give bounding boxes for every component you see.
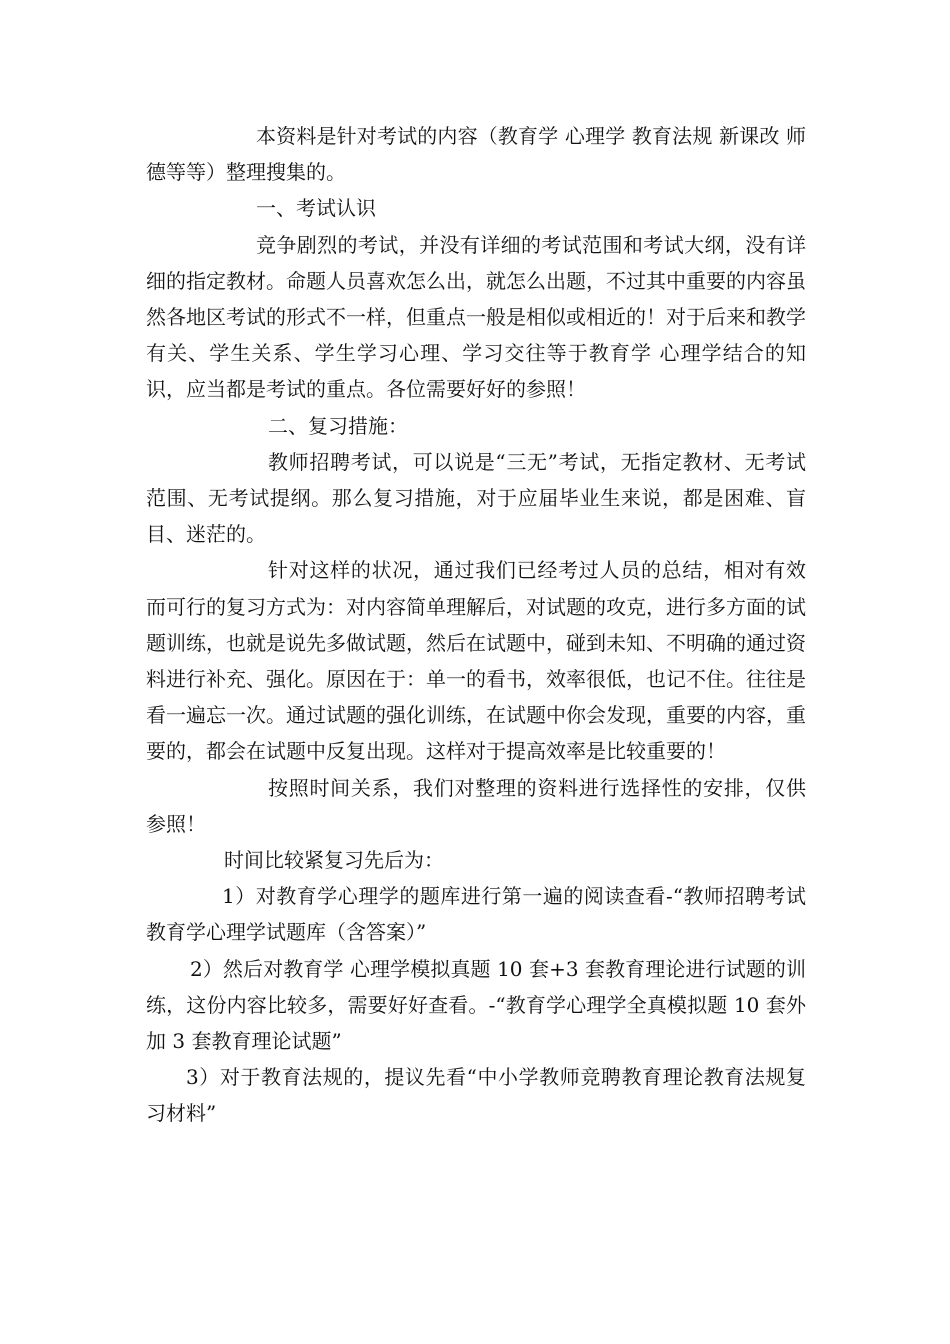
exam-overview-paragraph: 竞争剧烈的考试，并没有详细的考试范围和考试大纲，没有详细的指定教材。命题人员喜欢怎么出，就怎么出题，不过其中重要的内容虽然各地区考试的形式不一样，但重点一般是相似或相近的！对于后来和教学有关、学生关系、学生学习心理、学习交往等于教育学 心理学结合的知识，应当都是考试的重点。各位需要好好的参照！ <box>146 232 806 402</box>
order-heading: 时间比较紧复习先后为： <box>224 848 444 873</box>
section-heading-exam-overview: 一、考试认识 <box>256 196 376 221</box>
list-item-3: 3）对于教育法规的，提议先看“中小学教师竞聘教育理论教育法规复习材料” <box>146 1065 806 1126</box>
intro-paragraph: 本资料是针对考试的内容（教育学 心理学 教育法规 新课改 师德等等）整理搜集的。 <box>146 124 806 185</box>
document-body <box>146 118 806 1132</box>
review-method-paragraph: 针对这样的状况，通过我们已经考过人员的总结，相对有效而可行的复习方式为：对内容简单理解后，对试题的攻克，进行多方面的试题训练，也就是说先多做试题，然后在试题中，碰到未知、不明确的通过资料进行补充、强化。原因在于：单一的看书，效率很低，也记不住。往往是看一遍忘一次。通过试题的强化训练，在试题中你会发现，重要的内容，重要的，都会在试题中反复出现。这样对于提高效率是比较重要的！ <box>146 558 806 764</box>
review-measures-paragraph: 教师招聘考试，可以说是“三无”考试，无指定教材、无考试范围、无考试提纲。那么复习措施，对于应届毕业生来说，都是困难、盲目、迷茫的。 <box>146 449 806 547</box>
list-item-1: 1）对教育学心理学的题库进行第一遍的阅读查看-“教师招聘考试教育学心理学试题库（含答案）” <box>146 884 806 945</box>
schedule-paragraph: 按照时间关系，我们对整理的资料进行选择性的安排，仅供参照！ <box>146 775 806 836</box>
list-item-2: 2）然后对教育学 心理学模拟真题 10 套+3 套教育理论进行试题的训练，这份内容比较多，需要好好查看。-“教育学心理学全真模拟题 10 套外加 3 套教育理论试题” <box>146 956 806 1054</box>
section-heading-review-measures: 二、复习措施： <box>268 413 408 438</box>
